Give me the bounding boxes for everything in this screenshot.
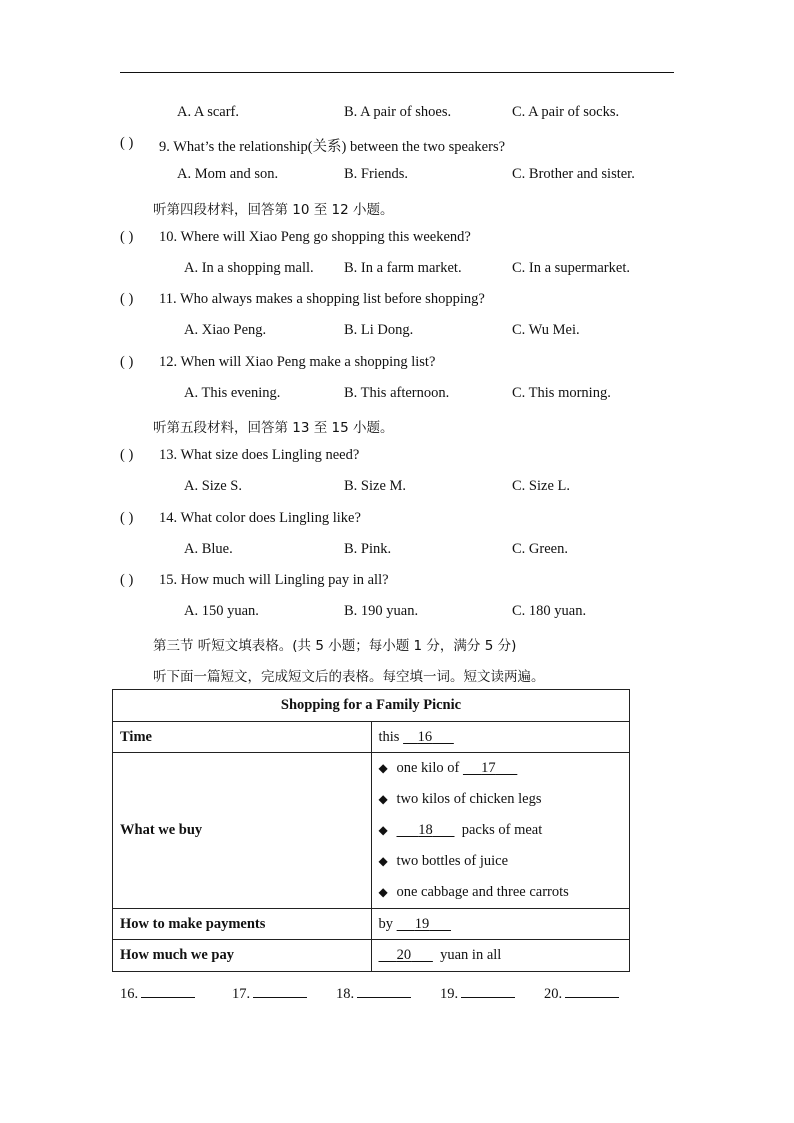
q12-option-a[interactable]: A. This evening. bbox=[184, 385, 281, 401]
q11-option-b[interactable]: B. Li Dong. bbox=[344, 322, 414, 338]
answer-blank-18-line[interactable] bbox=[357, 983, 411, 998]
buy-item-1 bbox=[379, 753, 623, 784]
diamond-bullet-icon: ◆ bbox=[378, 823, 388, 837]
q9-option-a[interactable]: A. Mom and son. bbox=[177, 166, 279, 182]
answer-blank-19-line[interactable] bbox=[461, 983, 515, 998]
answer-paren-15[interactable]: ( ) bbox=[120, 572, 134, 588]
answer-paren-12[interactable]: ( ) bbox=[120, 354, 134, 370]
time-label: Time bbox=[113, 722, 372, 753]
buy-item-4-text: two bottles of juice bbox=[396, 853, 509, 869]
q12-option-b[interactable]: B. This afternoon. bbox=[344, 385, 450, 401]
q14-option-a[interactable]: A. Blue. bbox=[184, 541, 233, 557]
q15-option-a[interactable]: A. 150 yuan. bbox=[184, 603, 259, 619]
picnic-shopping-table bbox=[112, 689, 630, 972]
question-13: 13. What size does Lingling need? bbox=[159, 447, 360, 463]
buy-item-5-text: one cabbage and three carrots bbox=[396, 884, 569, 900]
buy-cell bbox=[371, 753, 630, 909]
blank-19[interactable] bbox=[397, 916, 451, 933]
blank-20-number: 20 bbox=[396, 947, 412, 963]
buy-item-3 bbox=[379, 815, 623, 846]
q15-option-b[interactable]: B. 190 yuan. bbox=[344, 603, 419, 619]
q12-option-c[interactable]: C. This morning. bbox=[512, 385, 611, 401]
q8-option-a[interactable]: A. A scarf. bbox=[177, 104, 240, 120]
blank-19-number: 19 bbox=[414, 915, 430, 932]
q10-option-a[interactable]: A. In a shopping mall. bbox=[184, 260, 314, 276]
time-prefix: this bbox=[378, 728, 400, 745]
time-cell bbox=[371, 722, 630, 753]
answer-paren-14[interactable]: ( ) bbox=[120, 510, 134, 526]
answer-blank-19[interactable] bbox=[440, 983, 515, 1003]
answer-blank-19-label: 19. bbox=[440, 986, 459, 1002]
q15-option-c[interactable]: C. 180 yuan. bbox=[512, 603, 587, 619]
pay-cell bbox=[371, 940, 630, 972]
q8-option-c[interactable]: C. A pair of socks. bbox=[512, 104, 620, 120]
q14-option-b[interactable]: B. Pink. bbox=[344, 541, 392, 557]
q14-option-c[interactable]: C. Green. bbox=[512, 541, 568, 557]
q9-option-c[interactable]: C. Brother and sister. bbox=[512, 166, 635, 182]
question-10: 10. Where will Xiao Peng go shopping this weekend? bbox=[159, 229, 471, 245]
buy-item-2 bbox=[379, 784, 623, 815]
buy-item-5 bbox=[379, 877, 623, 908]
blank-17[interactable] bbox=[463, 753, 517, 784]
answer-blank-20-line[interactable] bbox=[565, 983, 619, 998]
blank-18-number: 18 bbox=[418, 822, 433, 838]
question-11: 11. Who always makes a shopping list before shopping? bbox=[159, 291, 485, 307]
buy-item-3-text: packs of meat bbox=[461, 822, 543, 838]
blank-16-number: 16 bbox=[417, 728, 433, 745]
buy-item-4 bbox=[379, 846, 623, 877]
buy-label: What we buy bbox=[113, 753, 372, 909]
blank-20[interactable] bbox=[379, 947, 433, 964]
diamond-bullet-icon: ◆ bbox=[378, 885, 388, 899]
q11-option-c[interactable]: C. Wu Mei. bbox=[512, 322, 580, 338]
diamond-bullet-icon: ◆ bbox=[378, 792, 388, 806]
pay-label: How much we pay bbox=[113, 940, 372, 972]
answer-blank-16[interactable] bbox=[120, 983, 195, 1003]
answer-blank-16-line[interactable] bbox=[141, 983, 195, 998]
answer-blank-20[interactable] bbox=[544, 983, 619, 1003]
pay-suffix: yuan in all bbox=[440, 947, 502, 963]
diamond-bullet-icon: ◆ bbox=[378, 854, 388, 868]
q11-option-a[interactable]: A. Xiao Peng. bbox=[184, 322, 267, 338]
payment-label: How to make payments bbox=[113, 909, 372, 940]
answer-paren-11[interactable]: ( ) bbox=[120, 291, 134, 307]
q13-option-c[interactable]: C. Size L. bbox=[512, 478, 570, 494]
section3-heading: 第三节 听短文填表格。(共 5 小题；每小题 1 分，满分 5 分) bbox=[153, 638, 517, 654]
answer-blank-17-label: 17. bbox=[232, 986, 251, 1002]
q9-option-b[interactable]: B. Friends. bbox=[344, 166, 409, 182]
answer-blank-18[interactable] bbox=[336, 983, 411, 1003]
section3-note: 听下面一篇短文，完成短文后的表格。每空填一词。短文读两遍。 bbox=[153, 669, 545, 685]
payment-cell bbox=[371, 909, 630, 940]
q10-option-b[interactable]: B. In a farm market. bbox=[344, 260, 462, 276]
answer-paren-13[interactable]: ( ) bbox=[120, 447, 134, 463]
part4-instruction: 听第四段材料，回答第 10 至 12 小题。 bbox=[153, 202, 394, 218]
q13-option-a[interactable]: A. Size S. bbox=[184, 478, 242, 494]
q8-option-b[interactable]: B. A pair of shoes. bbox=[344, 104, 452, 120]
answer-paren-9[interactable]: ( ) bbox=[120, 135, 134, 151]
answer-blank-17-line[interactable] bbox=[253, 983, 307, 998]
answer-blank-17[interactable] bbox=[232, 983, 307, 1003]
blank-16[interactable] bbox=[403, 729, 454, 746]
question-14: 14. What color does Lingling like? bbox=[159, 510, 361, 526]
question-12: 12. When will Xiao Peng make a shopping list? bbox=[159, 354, 436, 370]
payment-prefix: by bbox=[378, 915, 393, 932]
answer-blank-20-label: 20. bbox=[544, 986, 563, 1002]
q13-option-b[interactable]: B. Size M. bbox=[344, 478, 407, 494]
question-15: 15. How much will Lingling pay in all? bbox=[159, 572, 389, 588]
answer-paren-10[interactable]: ( ) bbox=[120, 229, 134, 245]
blank-18[interactable] bbox=[397, 815, 455, 846]
buy-item-2-text: two kilos of chicken legs bbox=[396, 791, 542, 807]
header-rule bbox=[120, 72, 674, 73]
part5-instruction: 听第五段材料，回答第 13 至 15 小题。 bbox=[153, 420, 394, 436]
table-title: Shopping for a Family Picnic bbox=[113, 690, 630, 722]
answer-blank-18-label: 18. bbox=[336, 986, 355, 1002]
diamond-bullet-icon: ◆ bbox=[378, 761, 388, 775]
question-9: 9. What’s the relationship(关系) between the two speakers? bbox=[159, 139, 506, 155]
blank-17-number: 17 bbox=[481, 760, 496, 776]
q10-option-c[interactable]: C. In a supermarket. bbox=[512, 260, 630, 276]
buy-item-1-text: one kilo of bbox=[396, 760, 460, 776]
answer-blank-16-label: 16. bbox=[120, 986, 139, 1002]
